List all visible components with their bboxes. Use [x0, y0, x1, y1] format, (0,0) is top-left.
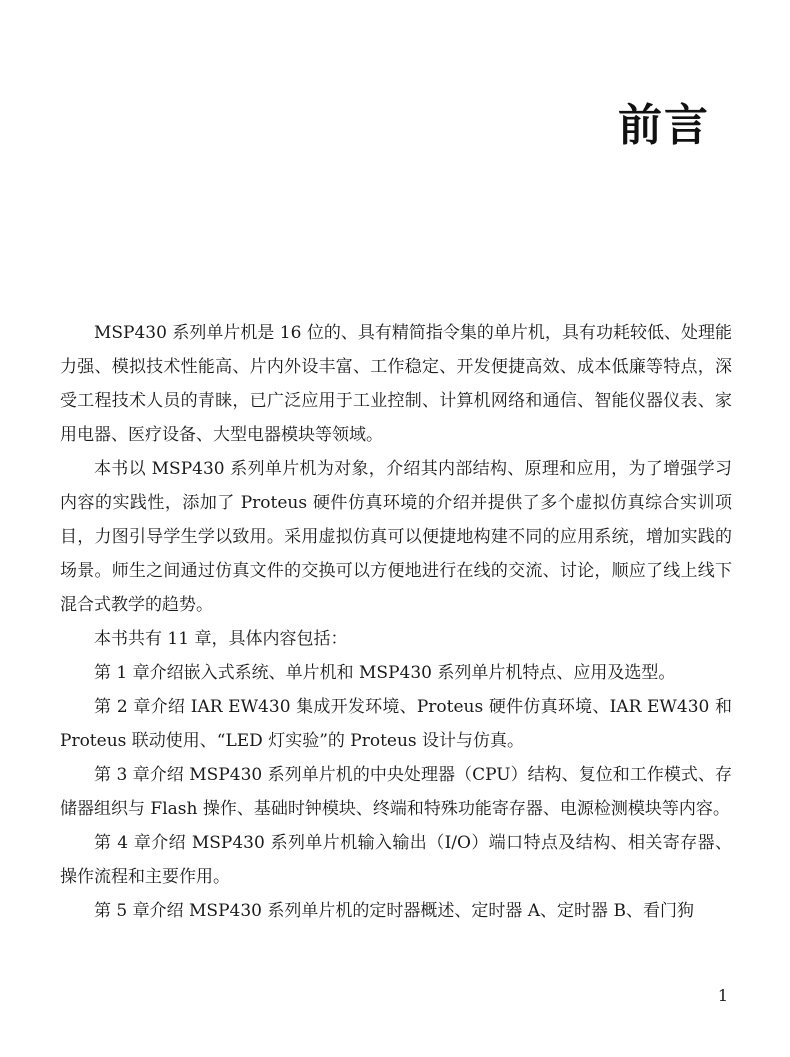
- paragraph-chapter-1: 第 1 章介绍嵌入式系统、单片机和 MSP430 系列单片机特点、应用及选型。: [94, 663, 676, 683]
- paragraph-chapter-2: 第 2 章介绍 IAR EW430 集成开发环境、Proteus 硬件仿真环境、IAR EW430 和 Proteus 联动使用、“LED 灯实验”的 Proteus 设计与仿真。: [60, 697, 732, 751]
- paragraph-chapter-count: 本书共有 11 章，具体内容包括：: [94, 629, 348, 649]
- paragraph-chapter-4: 第 4 章介绍 MSP430 系列单片机输入输出（I/O）端口特点及结构、相关寄存器、操作流程和主要作用。: [60, 833, 732, 887]
- page-title: 前言: [618, 100, 710, 151]
- page-number: 1: [717, 986, 728, 1005]
- body-text: [60, 316, 732, 928]
- paragraph-book-overview: 本书以 MSP430 系列单片机为对象，介绍其内部结构、原理和应用，为了增强学习内容的实践性，添加了 Proteus 硬件仿真环境的介绍并提供了多个虚拟仿真综合实训项目，力图引导学生学以致用。采用虚拟仿真可以便捷地构建不同的应用系统，增加实践的场景。师生之间通过仿真文件的交换可以方便地进行在线的交流、讨论，顺应了线上线下混合式教学的趋势。: [60, 459, 732, 615]
- paragraph-intro: MSP430 系列单片机是 16 位的、具有精简指令集的单片机，具有功耗较低、处理能力强、模拟技术性能高、片内外设丰富、工作稳定、开发便捷高效、成本低廉等特点，深受工程技术人员的青睐，已广泛应用于工业控制、计算机网络和通信、智能仪器仪表、家用电器、医疗设备、大型电器模块等领域。: [60, 323, 732, 445]
- paragraph-chapter-5: 第 5 章介绍 MSP430 系列单片机的定时器概述、定时器 A、定时器 B、看门狗: [94, 901, 694, 921]
- paragraph-chapter-3: 第 3 章介绍 MSP430 系列单片机的中央处理器（CPU）结构、复位和工作模式、存储器组织与 Flash 操作、基础时钟模块、终端和特殊功能寄存器、电源检测模块等内容。: [60, 765, 732, 819]
